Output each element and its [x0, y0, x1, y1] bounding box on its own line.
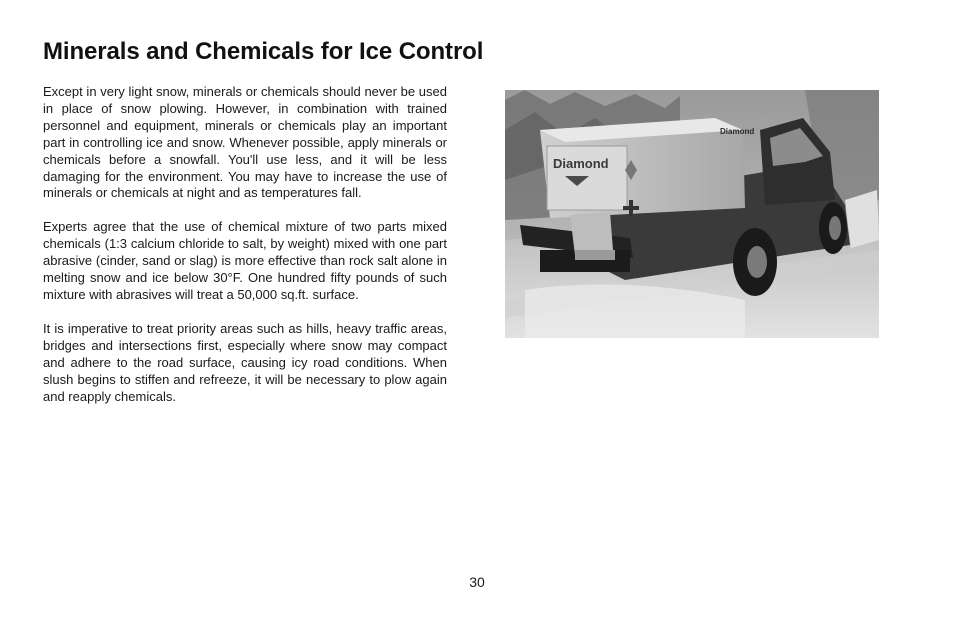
paragraph-chemical-mixture: Experts agree that the use of chemical mixture of two parts mixed chemicals (1:3 calcium chloride to salt, by weight) mixed with one part abrasive (cinder, sand or slag) is more effective than rock salt alone in melting snow and ice below 30°F. One hundred fifty pounds of such mixture with abrasives will treat a 50,000 sq.ft. surface.	[43, 219, 447, 302]
page-number: 30	[469, 574, 485, 590]
paragraph-priority-areas: It is imperative to treat priority areas such as hills, heavy traffic areas, bridges and intersections first, especially where snow may compact and adhere to the road surface, causing icy road conditions. When slush begins to stiffen and refreeze, it will be necessary to plow again and reapply chemicals.	[43, 320, 447, 404]
truck-spreader-photo	[505, 90, 879, 338]
truck-spreader-illustration	[505, 90, 879, 338]
top-brand-label: Diamond	[720, 127, 755, 136]
paragraph-ice-control-intro: Except in very light snow, minerals or chemicals should never be used in place of snow plowing. However, in combination with trained personnel and equipment, minerals or chemicals play an important part in controlling ice and snow. Whenever possible, apply minerals or chemicals before a snowfall. You'll use less, and it will be less damaging for the environment. You may have to increase the use of minerals or chemicals at night and as temperatures fall.	[43, 84, 447, 201]
page-title: Minerals and Chemicals for Ice Control	[43, 38, 484, 65]
hopper-brand-label: Diamond	[553, 156, 609, 171]
body-text	[43, 84, 447, 422]
